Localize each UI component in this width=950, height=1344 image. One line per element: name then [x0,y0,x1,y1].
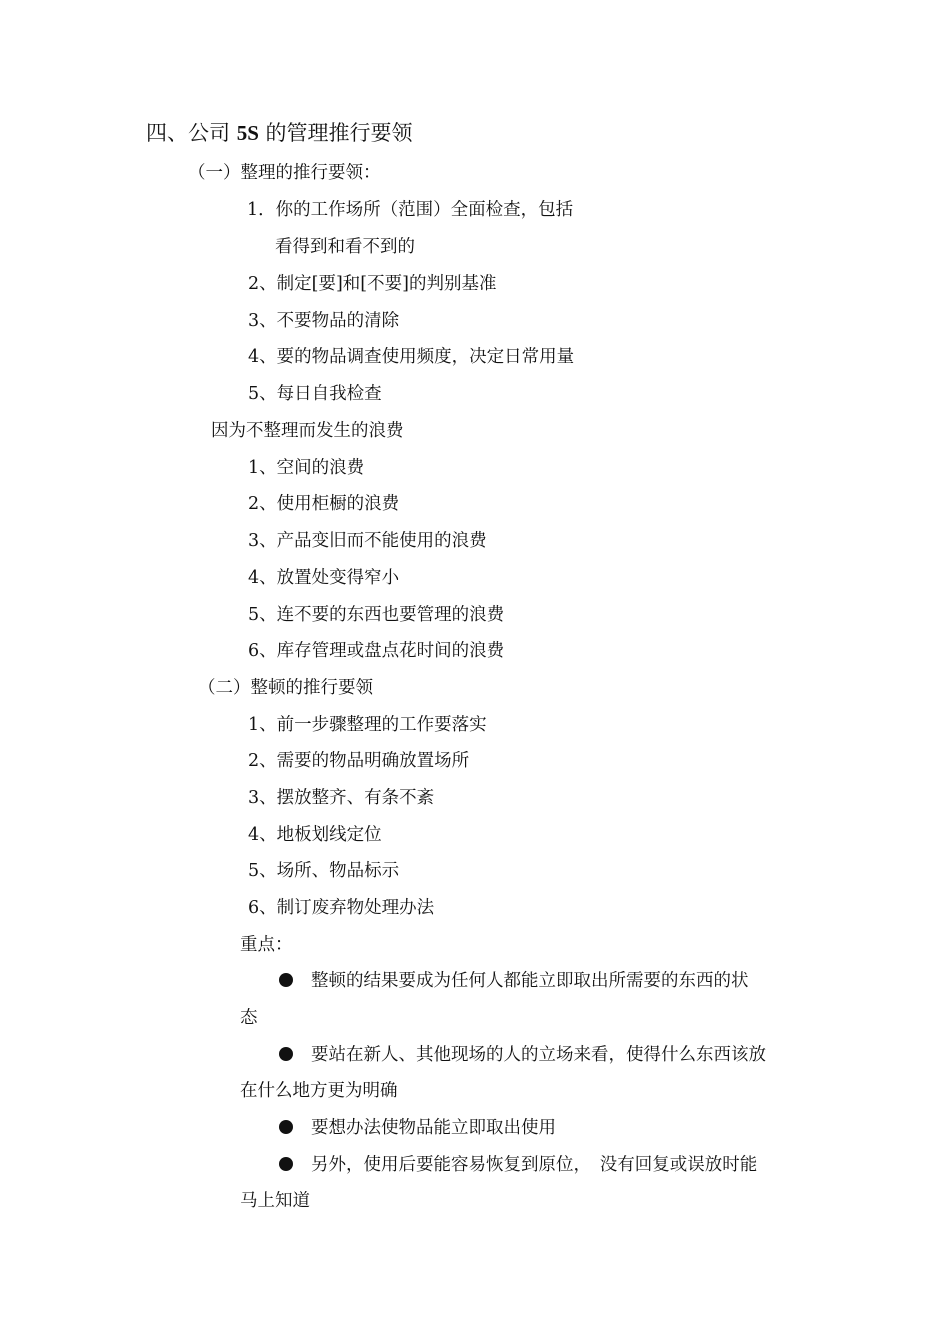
key-points-title: 重点： [240,935,293,955]
bullet-icon [279,1047,293,1061]
key-point-2-cont: 在什么地方更为明确 [240,1081,398,1101]
bullet-icon [279,973,293,987]
key-point-4-text: 另外，使用后要能容易恢复到原位， 没有回复或误放时能 [311,1155,758,1175]
waste-item-2: 2、使用柜橱的浪费 [248,494,400,514]
section-2-title: （二）整顿的推行要领 [198,678,373,698]
bullet-icon [279,1157,293,1171]
s2-item-1: 1、前一步骤整理的工作要落实 [248,715,487,735]
key-point-1-cont: 态 [240,1008,258,1028]
title-prefix: 四、公司 [146,121,237,145]
s1-item-5: 5、每日自我检查 [248,384,382,404]
s1-item-1: 1．你的工作场所（范围）全面检查，包括 [247,200,574,220]
key-point-1-text: 整顿的结果要成为任何人都能立即取出所需要的东西的状 [311,971,749,991]
s1-item-3: 3、不要物品的清除 [248,311,400,331]
key-point-3 [279,1116,556,1140]
key-point-3-text: 要想办法使物品能立即取出使用 [311,1118,556,1138]
key-point-4-cont: 马上知道 [240,1191,310,1211]
s2-item-3: 3、摆放整齐、有条不紊 [248,788,435,808]
s1-item-4: 4、要的物品调查使用频度，决定日常用量 [248,347,575,367]
s2-item-4: 4、地板划线定位 [248,825,382,845]
key-point-2 [279,1043,766,1067]
s2-item-6: 6、制订废弃物处理办法 [248,898,435,918]
waste-item-3: 3、产品变旧而不能使用的浪费 [248,531,487,551]
section-1-title: （一）整理的推行要领： [188,163,381,183]
title-bold-5s: 5S [236,121,259,145]
key-point-4 [279,1153,757,1177]
waste-title: 因为不整理而发生的浪费 [211,421,404,441]
title-suffix: 的管理推行要领 [258,121,413,145]
waste-item-1: 1、空间的浪费 [248,458,365,478]
s2-item-5: 5、场所、物品标示 [248,861,400,881]
waste-item-4: 4、放置处变得窄小 [248,568,400,588]
s1-item-1-cont: 看得到和看不到的 [275,237,415,257]
bullet-icon [279,1120,293,1134]
key-point-2-text: 要站在新人、其他现场的人的立场来看，使得什么东西该放 [311,1045,766,1065]
waste-item-6: 6、库存管理或盘点花时间的浪费 [248,641,505,661]
s1-item-2: 2、制定[要]和[不要]的判别基准 [248,274,497,294]
waste-item-5: 5、连不要的东西也要管理的浪费 [248,605,505,625]
key-point-1 [279,969,749,993]
page-title [146,119,413,147]
s2-item-2: 2、需要的物品明确放置场所 [248,751,470,771]
